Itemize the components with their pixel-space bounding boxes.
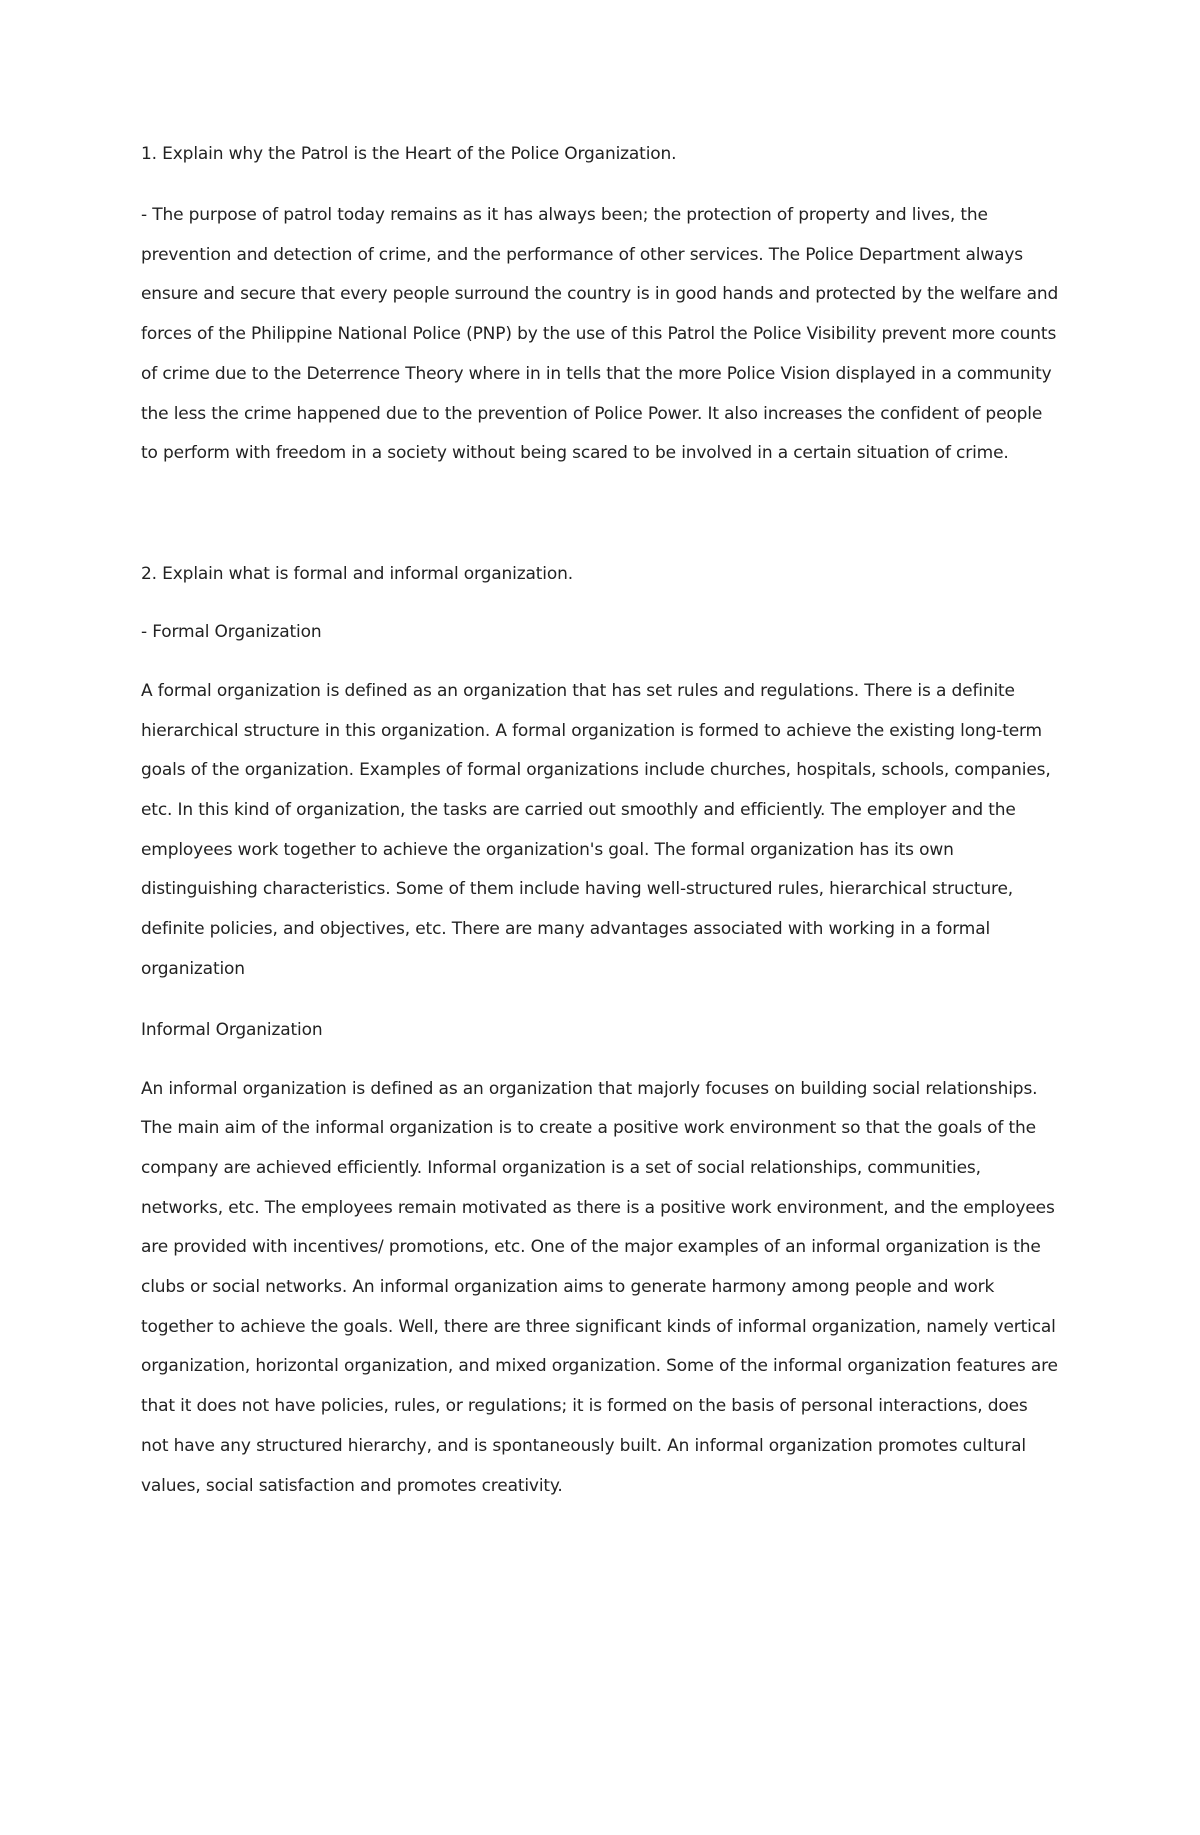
- informal-organization-heading: Informal Organization: [141, 1019, 323, 1040]
- question-2: 2. Explain what is formal and informal organization.: [141, 563, 573, 584]
- spacer: [141, 990, 1059, 1012]
- spacer: [141, 172, 1059, 196]
- informal-organization-paragraph: An informal organization is defined as an organization that majorly focuses on building social relationships. The main aim of the informal organization is to create a positive work environment so that the goals of the company are achieved efficiently. Informal organization is a set of social relationships, communities, networks, etc. The employees remain motivated as there is a positive work environment, and the employees are provided with incentives/ promotions, etc. One of the major examples of an informal organization is the clubs or social networks. An informal organization aims to generate harmony among people and work together to achieve the goals. Well, there are three significant kinds of informal organization, namely vertical organization, horizontal organization, and mixed organization. Some of the informal organization features are that it does not have policies, rules, or regulations; it is formed on the basis of personal interactions, does not have any structured hierarchy, and is spontaneously built. An informal organization promotes cultural values, social satisfaction and promotes creativity.: [141, 1078, 1058, 1496]
- formal-organization-paragraph: A formal organization is defined as an organization that has set rules and regulations. There is a definite hierarchical structure in this organization. A formal organization is formed to achieve the existing long-term goals of the organization. Examples of formal organizations include churches, hospitals, schools, companies, etc. In this kind of organization, the tasks are carried out smoothly and efficiently. The employer and the employees work together to achieve the organization's goal. The formal organization has its own distinguishing characteristics. Some of them include having well-structured rules, hierarchical structure, definite policies, and objectives, etc. There are many advantages associated with working in a formal organization: [141, 680, 1051, 979]
- spacer: [141, 650, 1059, 672]
- answer-1-paragraph: - The purpose of patrol today remains as it has always been; the protection of property and lives, the prevention and detection of crime, and the performance of other services. The Police Department always ensure and secure that every people surround the country is in good hands and protected by the welfare and forces of the Philippine National Police (PNP) by the use of this Patrol the Police Visibility prevent more counts of crime due to the Deterrence Theory where in in tells that the more Police Vision displayed in a community the less the crime happened due to the prevention of Police Power. It also increases the confident of people to perform with freedom in a society without being scared to be involved in a certain situation of crime.: [141, 205, 1059, 464]
- spacer: [141, 474, 1059, 556]
- spacer: [141, 1048, 1059, 1070]
- spacer: [141, 592, 1059, 614]
- question-1: 1. Explain why the Patrol is the Heart of the Police Organization.: [141, 144, 677, 164]
- formal-organization-heading: - Formal Organization: [141, 621, 322, 642]
- document-body: [141, 136, 1059, 1506]
